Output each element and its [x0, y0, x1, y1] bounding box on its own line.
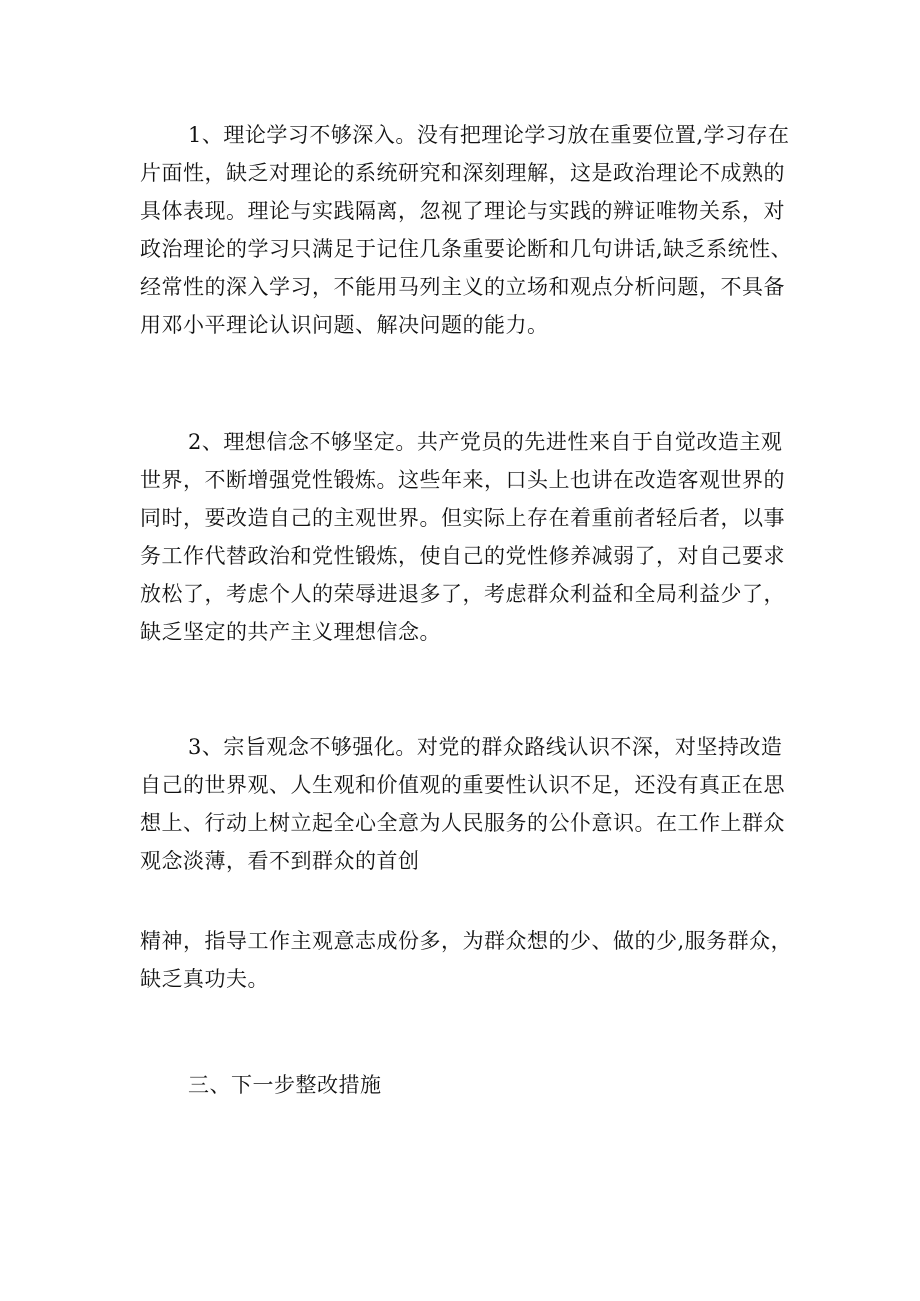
paragraph-purpose-continued: 精神，指导工作主观意志成份多，为群众想的少、做的少,服务群众，缺乏真功夫。	[140, 929, 793, 991]
paragraph-ideals-beliefs: 2、理想信念不够坚定。共产党员的先进性来自于自觉改造主观世界，不断增强党性锻炼。这些年来，口头上也讲在改造客观世界的同时，要改造自己的主观世界。但实际上存在着重前者轻后者，以事务工作代替政治和党性锻炼，使自己的党性修养减弱了，对自己要求放松了，考虑个人的荣辱进退多了，考虑群众利益和全局利益少了，缺乏坚定的共产主义理想信念。	[140, 430, 785, 644]
paragraph-purpose-concept: 3、宗旨观念不够强化。对党的群众路线认识不深，对坚持改造自己的世界观、人生观和价值观的重要性认识不足，还没有真正在思想上、行动上树立起全心全意为人民服务的公仆意识。在工作上群众观念淡薄，看不到群众的首创	[140, 735, 785, 873]
paragraph-theory-study: 1、理论学习不够深入。没有把理论学习放在重要位置,学习存在片面性，缺乏对理论的系统研究和深刻理解，这是政治理论不成熟的具体表现。理论与实践隔离，忽视了理论与实践的辨证唯物关系，对政治理论的学习只满足于记住几条重要论断和几句讲话,缺乏系统性、经常性的深入学习，不能用马列主义的立场和观点分析问题，不具备用邓小平理论认识问题、解决问题的能力。	[140, 123, 793, 337]
section-heading-next-steps: 三、下一步整改措施	[188, 1073, 382, 1097]
